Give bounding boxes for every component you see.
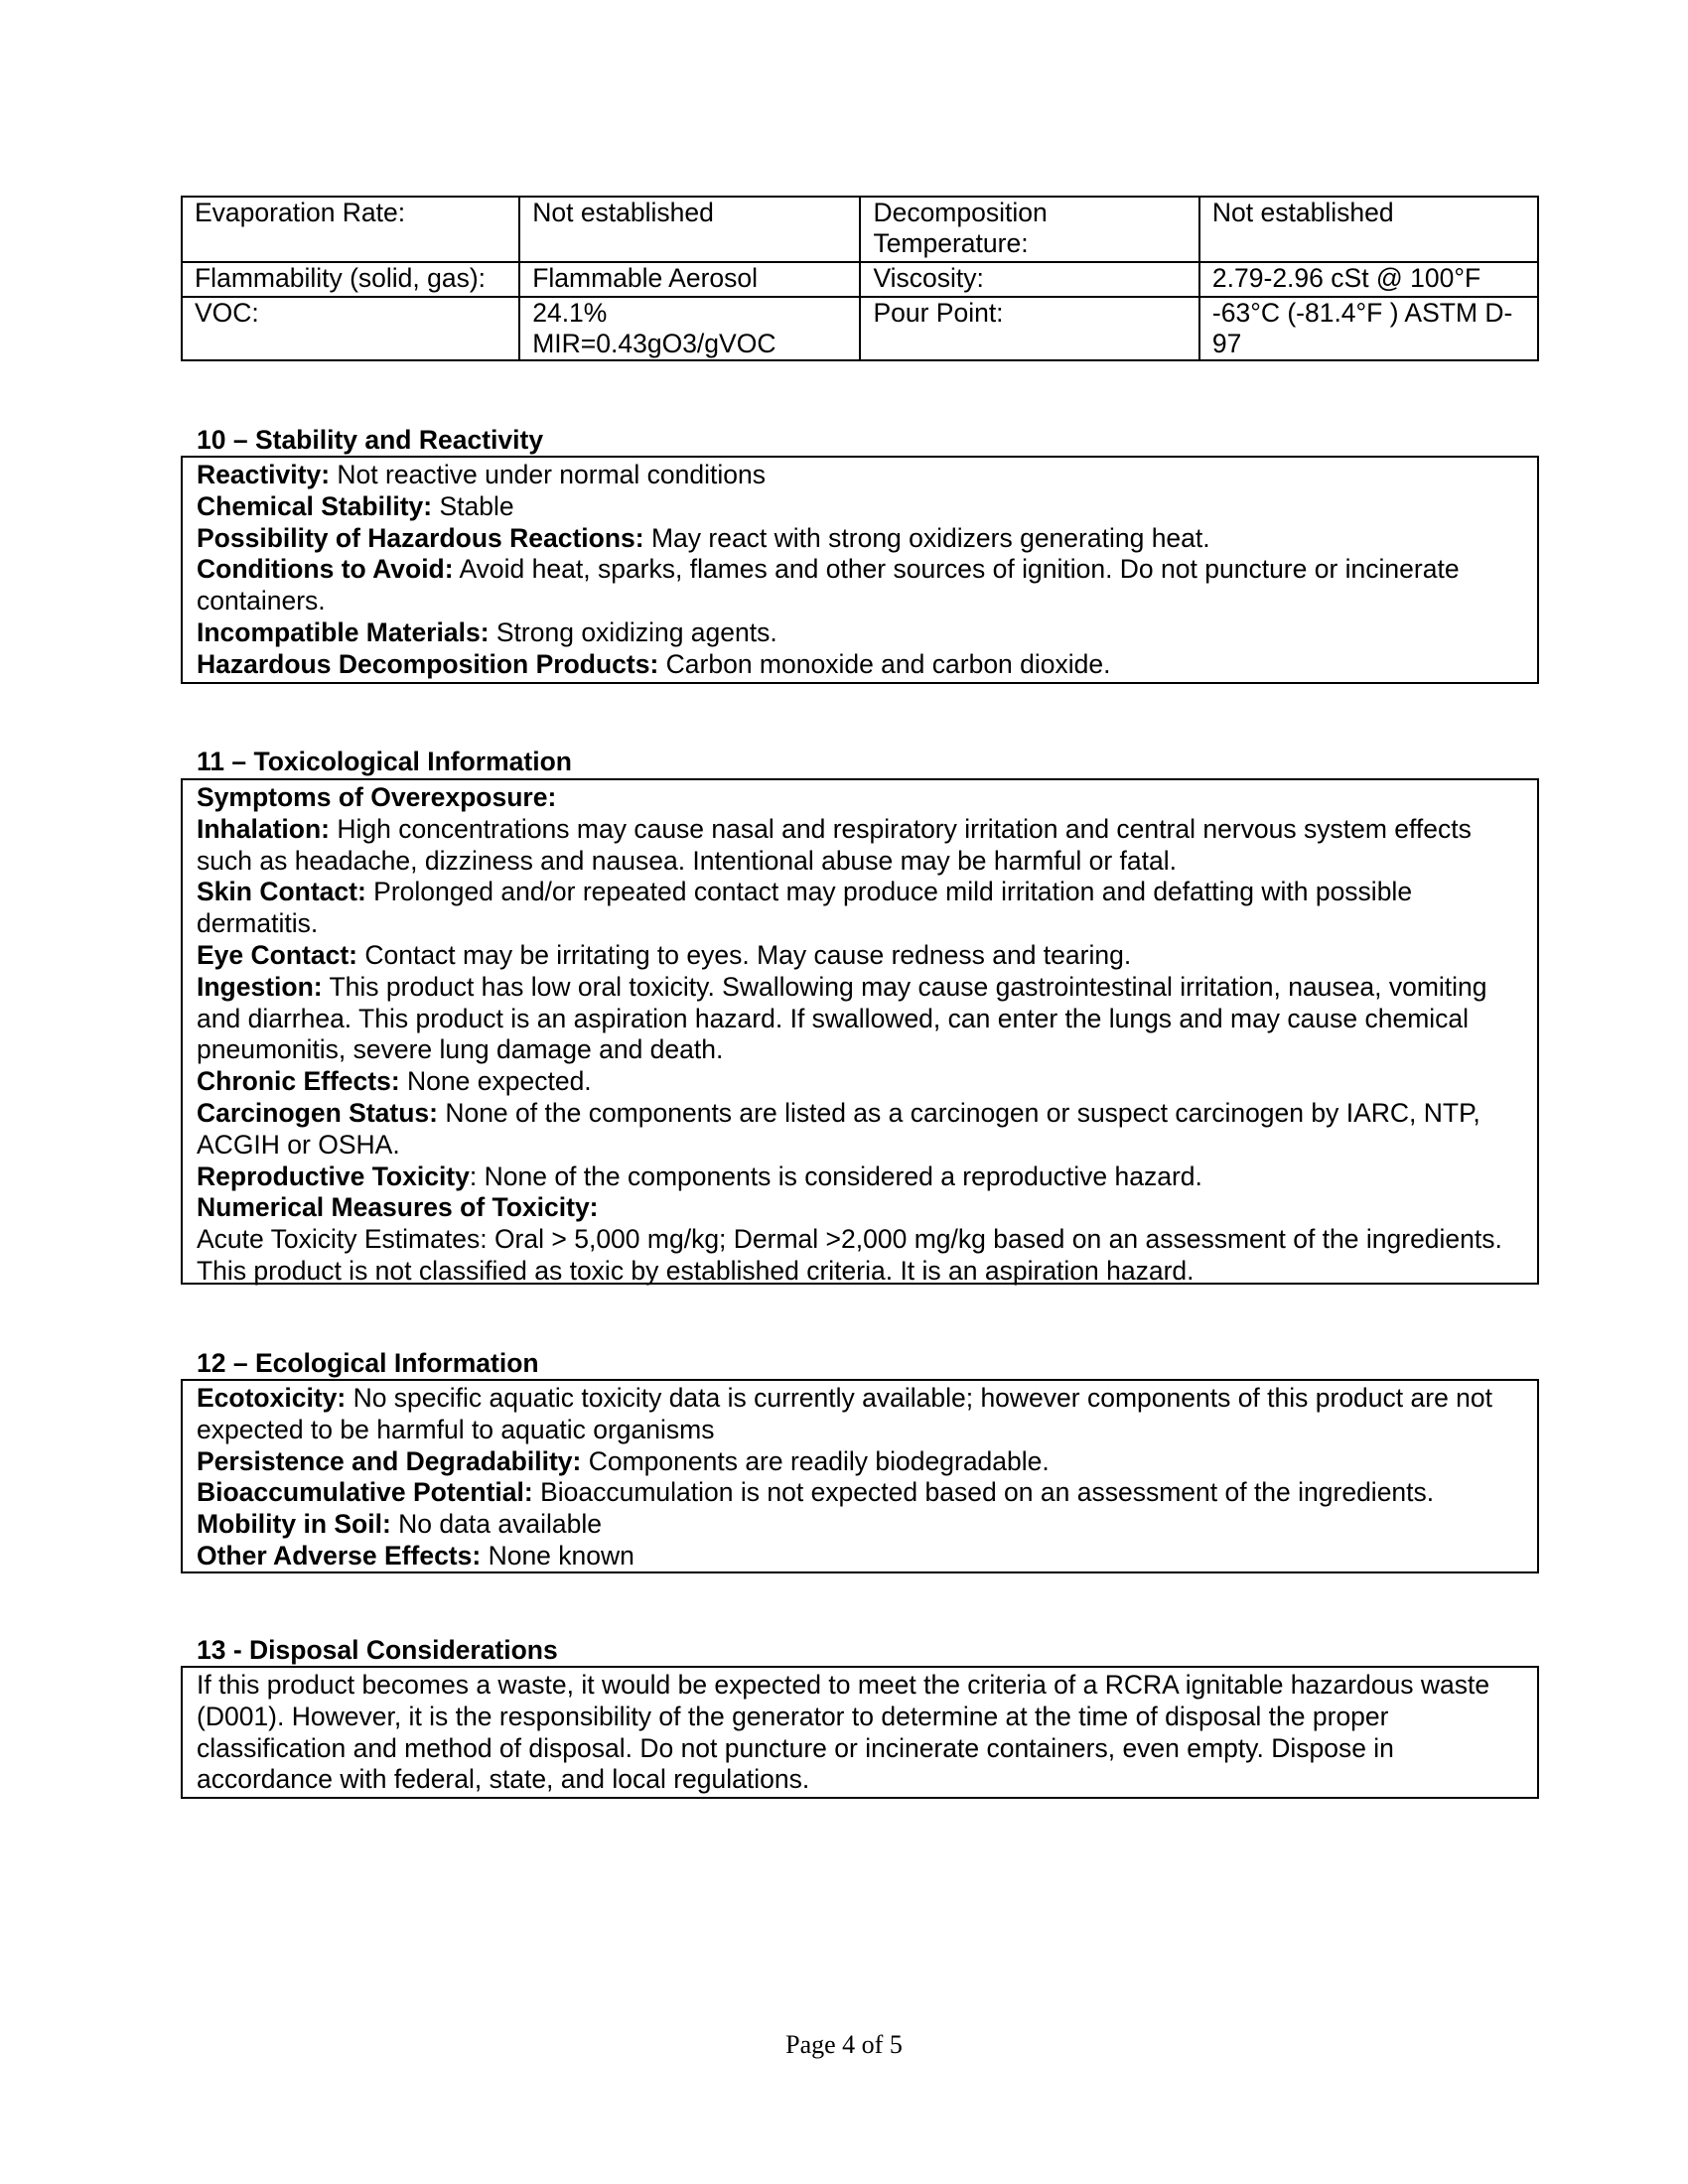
table-row bbox=[182, 262, 1538, 297]
field-row bbox=[197, 491, 1525, 523]
section-13-box bbox=[181, 1666, 1539, 1799]
table-row bbox=[182, 297, 1538, 360]
field-value: May react with strong oxidizers generating heat. bbox=[643, 522, 1210, 553]
field-value: None known bbox=[481, 1540, 634, 1570]
field-row bbox=[197, 649, 1525, 681]
field-row bbox=[197, 1477, 1525, 1509]
field-label: Skin Contact: bbox=[197, 877, 366, 907]
table-cell: Flammability (solid, gas): bbox=[182, 262, 519, 297]
field-value: None expected. bbox=[399, 1066, 592, 1097]
field-label: Other Adverse Effects: bbox=[197, 1540, 482, 1570]
table-row bbox=[182, 197, 1538, 262]
field-label: Reactivity: bbox=[197, 460, 331, 489]
field-label: Conditions to Avoid: bbox=[197, 554, 454, 585]
field-label: Reproductive Toxicity bbox=[197, 1160, 470, 1191]
field-value: This product has low oral toxicity. Swallowing may cause gastrointestinal irritation, nausea, vomiting and diarrhea. This product is an aspiration hazard. If swallowed, can enter the lungs and may cause chemical pneumonitis, severe lung damage and death. bbox=[197, 971, 1487, 1065]
section-11-title: 11 – Toxicological Information bbox=[197, 747, 572, 776]
field-row bbox=[197, 523, 1525, 555]
field-row bbox=[197, 1509, 1525, 1541]
table-cell: Flammable Aerosol bbox=[519, 262, 860, 297]
field-label: Numerical Measures of Toxicity: bbox=[197, 1192, 599, 1223]
table-cell: Viscosity: bbox=[860, 262, 1198, 297]
field-label: Carcinogen Status: bbox=[197, 1097, 438, 1128]
field-label: Ingestion: bbox=[197, 971, 323, 1002]
section-10-box bbox=[181, 456, 1539, 684]
section-12-title: 12 – Ecological Information bbox=[197, 1348, 539, 1378]
disposal-text: If this product becomes a waste, it would be expected to meet the criteria of a RCRA ignitable hazardous waste (D001). However, it is the responsibility of the generator to determine at the time of disposal the proper classification and method of disposal. Do not puncture or incinerate containers, even empty. Dispose in accordance with federal, state, and local regulations. bbox=[197, 1670, 1490, 1795]
field-value: Acute Toxicity Estimates: Oral > 5,000 mg/kg; Dermal >2,000 mg/kg based on an assessment of the ingredients. This product is not classified as toxic by established criteria. It is an aspiration hazard. bbox=[197, 1224, 1502, 1286]
field-label: Ecotoxicity: bbox=[197, 1383, 347, 1413]
field-label: Hazardous Decomposition Products: bbox=[197, 648, 659, 679]
table-cell: 24.1% MIR=0.43gO3/gVOC bbox=[519, 297, 860, 360]
field-label: Persistence and Degradability: bbox=[197, 1445, 582, 1476]
field-label: Chronic Effects: bbox=[197, 1066, 400, 1097]
field-value: Components are readily biodegradable. bbox=[581, 1445, 1050, 1476]
table-cell: Pour Point: bbox=[860, 297, 1198, 360]
field-row bbox=[197, 617, 1525, 649]
physical-properties-table bbox=[181, 196, 1539, 361]
table-cell: -63°C (-81.4°F ) ASTM D-97 bbox=[1199, 297, 1538, 360]
field-label: Eye Contact: bbox=[197, 939, 357, 970]
field-row bbox=[197, 554, 1525, 617]
field-value: No data available bbox=[390, 1509, 602, 1540]
table-cell: 2.79-2.96 cSt @ 100°F bbox=[1199, 262, 1538, 297]
field-value: High concentrations may cause nasal and respiratory irritation and central nervous system effects such as headache, dizziness and nausea. Intentional abuse may be harmful or fatal. bbox=[197, 813, 1472, 876]
field-row bbox=[197, 782, 1525, 814]
field-value: Strong oxidizing agents. bbox=[489, 616, 777, 647]
field-row bbox=[197, 1446, 1525, 1478]
field-value: : None of the components is considered a reproductive hazard. bbox=[469, 1160, 1202, 1191]
field-row bbox=[197, 1224, 1525, 1288]
field-value: Carbon monoxide and carbon dioxide. bbox=[658, 648, 1111, 679]
field-value: Not reactive under normal conditions bbox=[330, 460, 766, 489]
field-value: None of the components are listed as a carcinogen or suspect carcinogen by IARC, NTP, ACGIH or OSHA. bbox=[197, 1097, 1480, 1160]
field-row bbox=[197, 972, 1525, 1066]
field-label: Incompatible Materials: bbox=[197, 616, 490, 647]
field-value: Prolonged and/or repeated contact may produce mild irritation and defatting with possible dermatitis. bbox=[197, 877, 1413, 939]
field-label: Inhalation: bbox=[197, 813, 330, 844]
field-value: Bioaccumulation is not expected based on an assessment of the ingredients. bbox=[532, 1477, 1435, 1508]
table-cell: Decomposition Temperature: bbox=[860, 197, 1198, 262]
table-cell: Not established bbox=[519, 197, 860, 262]
field-value: Stable bbox=[432, 490, 514, 521]
field-label: Bioaccumulative Potential: bbox=[197, 1477, 533, 1508]
section-10-title: 10 – Stability and Reactivity bbox=[197, 425, 544, 455]
field-label: Possibility of Hazardous Reactions: bbox=[197, 522, 644, 553]
field-label: Mobility in Soil: bbox=[197, 1509, 391, 1540]
field-row bbox=[197, 1066, 1525, 1098]
field-row bbox=[197, 940, 1525, 972]
table-cell: Evaporation Rate: bbox=[182, 197, 519, 262]
field-row bbox=[197, 1098, 1525, 1161]
field-label: Symptoms of Overexposure: bbox=[197, 782, 557, 812]
section-13-title: 13 - Disposal Considerations bbox=[197, 1635, 558, 1665]
section-11-box bbox=[181, 778, 1539, 1285]
field-row bbox=[197, 877, 1525, 940]
page-number: Page 4 of 5 bbox=[785, 2030, 903, 2059]
field-label: Chemical Stability: bbox=[197, 490, 433, 521]
field-value: No specific aquatic toxicity data is currently available; however components of this product are not expected to be harmful to aquatic organisms bbox=[197, 1383, 1493, 1444]
field-row bbox=[197, 814, 1525, 878]
table-cell: Not established bbox=[1199, 197, 1538, 262]
field-row bbox=[197, 460, 1525, 491]
field-row bbox=[197, 1383, 1525, 1446]
table-cell: VOC: bbox=[182, 297, 519, 360]
field-value: Avoid heat, sparks, flames and other sources of ignition. Do not puncture or incinerate containers. bbox=[197, 554, 1460, 616]
section-12-box bbox=[181, 1379, 1539, 1573]
field-value: Contact may be irritating to eyes. May cause redness and tearing. bbox=[356, 939, 1132, 970]
field-row bbox=[197, 1192, 1525, 1224]
field-row bbox=[197, 1161, 1525, 1193]
field-row bbox=[197, 1541, 1525, 1572]
